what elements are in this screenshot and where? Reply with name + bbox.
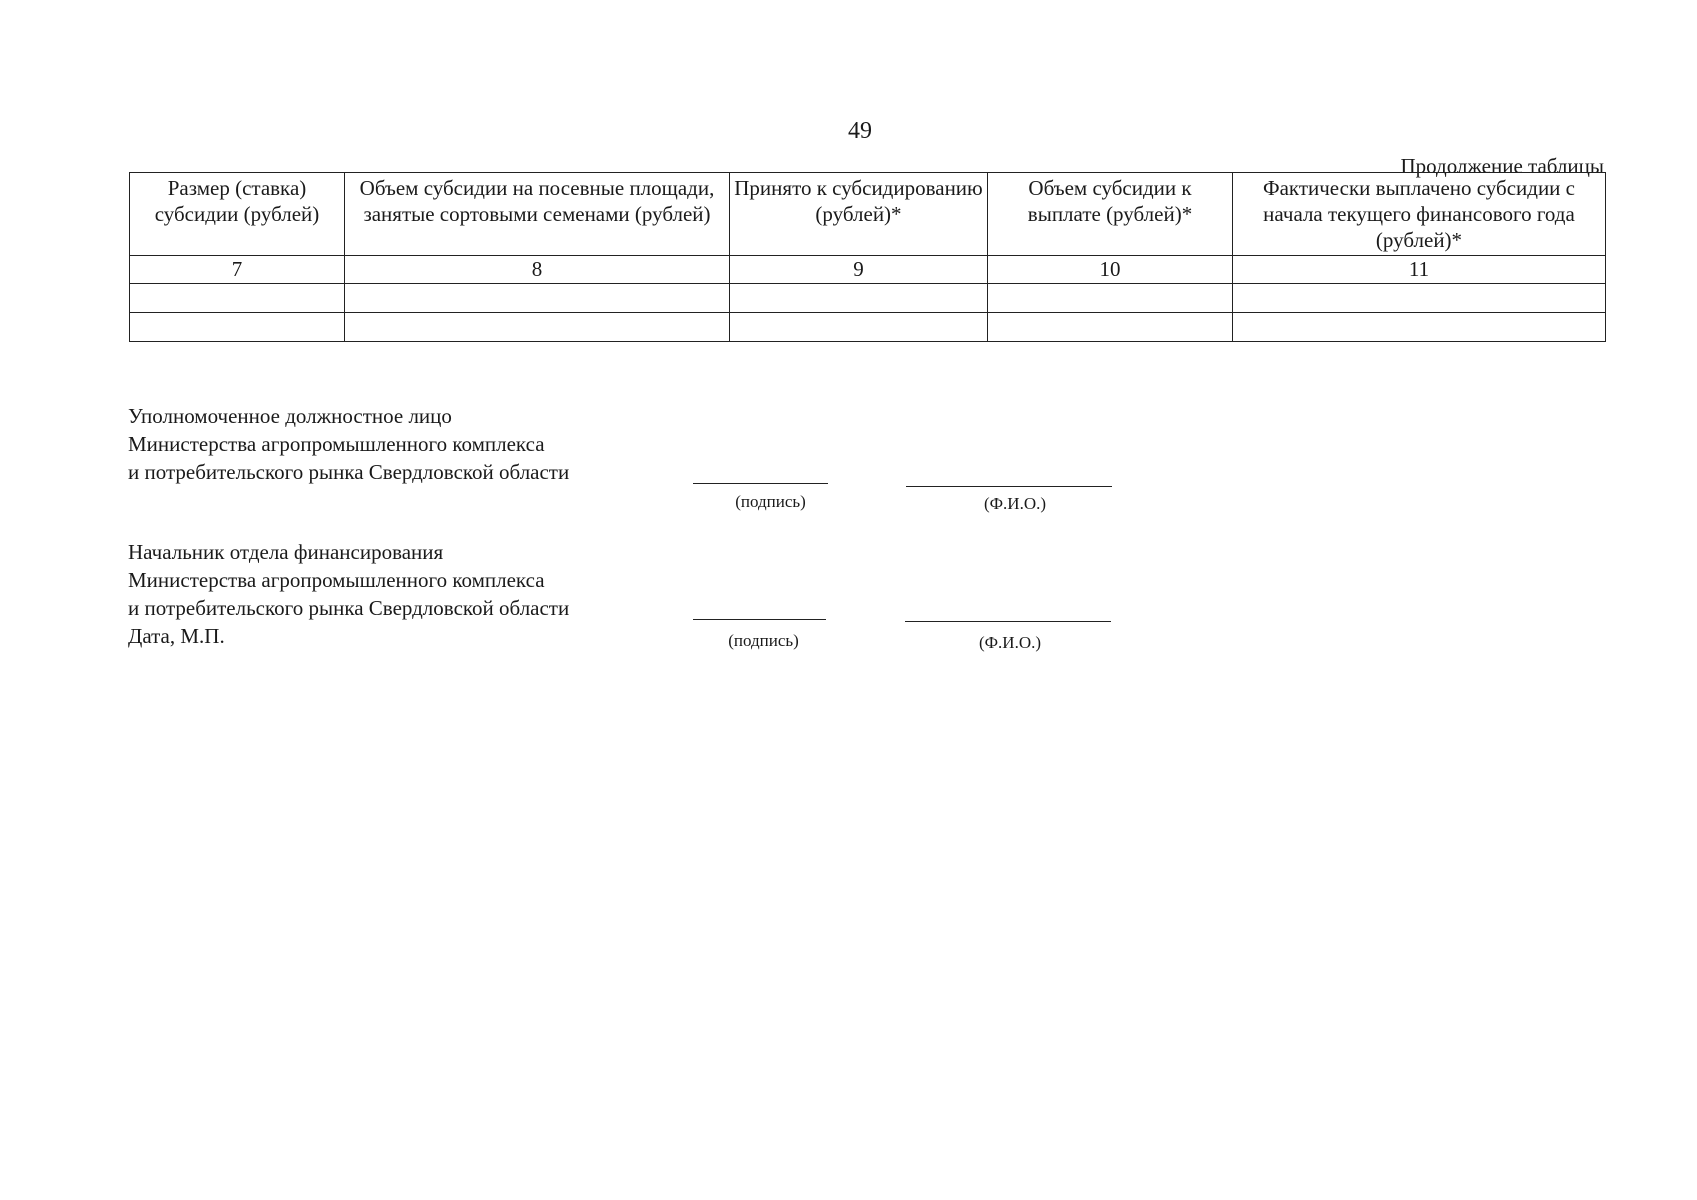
table-cell[interactable]	[730, 313, 988, 342]
table-cell[interactable]	[345, 284, 730, 313]
name-caption: (Ф.И.О.)	[983, 494, 1047, 513]
signature-title-line: Начальник отдела финансирования	[128, 540, 444, 564]
subsidy-table	[129, 172, 1606, 342]
column-header-accepted: Принято к субсидированию (рублей)*	[730, 173, 988, 256]
signature-caption: (подпись)	[735, 492, 806, 511]
signature-title-line: и потребительского рынка Свердловской области	[128, 596, 570, 620]
column-number: 11	[1233, 256, 1606, 284]
signature-title-line: Уполномоченное должностное лицо	[128, 404, 452, 428]
signature-title-line: и потребительского рынка Свердловской области	[128, 460, 570, 484]
name-caption: (Ф.И.О.)	[978, 633, 1042, 652]
table-cell[interactable]	[1233, 313, 1606, 342]
column-number: 9	[730, 256, 988, 284]
date-stamp-line: Дата, М.П.	[128, 624, 225, 648]
column-number-row	[130, 256, 1606, 284]
table-cell[interactable]	[730, 284, 988, 313]
signature-line[interactable]	[693, 619, 826, 620]
column-header-paid: Фактически выплачено субсидии с начала текущего финансового года (рублей)*	[1233, 173, 1606, 256]
column-number: 8	[345, 256, 730, 284]
column-header-subsidy-volume: Объем субсидии на посевные площади, занятые сортовыми семенами (рублей)	[345, 173, 730, 256]
table-cell[interactable]	[1233, 284, 1606, 313]
name-line[interactable]	[906, 486, 1112, 487]
table-continuation-label: Продолжение таблицы	[1400, 154, 1604, 178]
table-cell[interactable]	[130, 284, 345, 313]
column-header-rate: Размер (ставка) субсидии (рублей)	[130, 173, 345, 256]
column-number: 7	[130, 256, 345, 284]
column-number: 10	[988, 256, 1233, 284]
table-row	[130, 313, 1606, 342]
signature-block-finance-head	[128, 538, 569, 650]
signature-title-line: Министерства агропромышленного комплекса	[128, 432, 545, 456]
table-cell[interactable]	[988, 313, 1233, 342]
table-cell[interactable]	[130, 313, 345, 342]
signature-line[interactable]	[693, 483, 828, 484]
table-cell[interactable]	[345, 313, 730, 342]
name-line[interactable]	[905, 621, 1111, 622]
table-row	[130, 284, 1606, 313]
table-header-row	[130, 173, 1606, 256]
signature-caption: (подпись)	[728, 631, 799, 650]
signature-title-line: Министерства агропромышленного комплекса	[128, 568, 545, 592]
column-header-to-pay: Объем субсидии к выплате (рублей)*	[988, 173, 1233, 256]
signature-block-authorized-official	[128, 402, 569, 486]
table-cell[interactable]	[988, 284, 1233, 313]
page-number: 49	[848, 118, 872, 144]
